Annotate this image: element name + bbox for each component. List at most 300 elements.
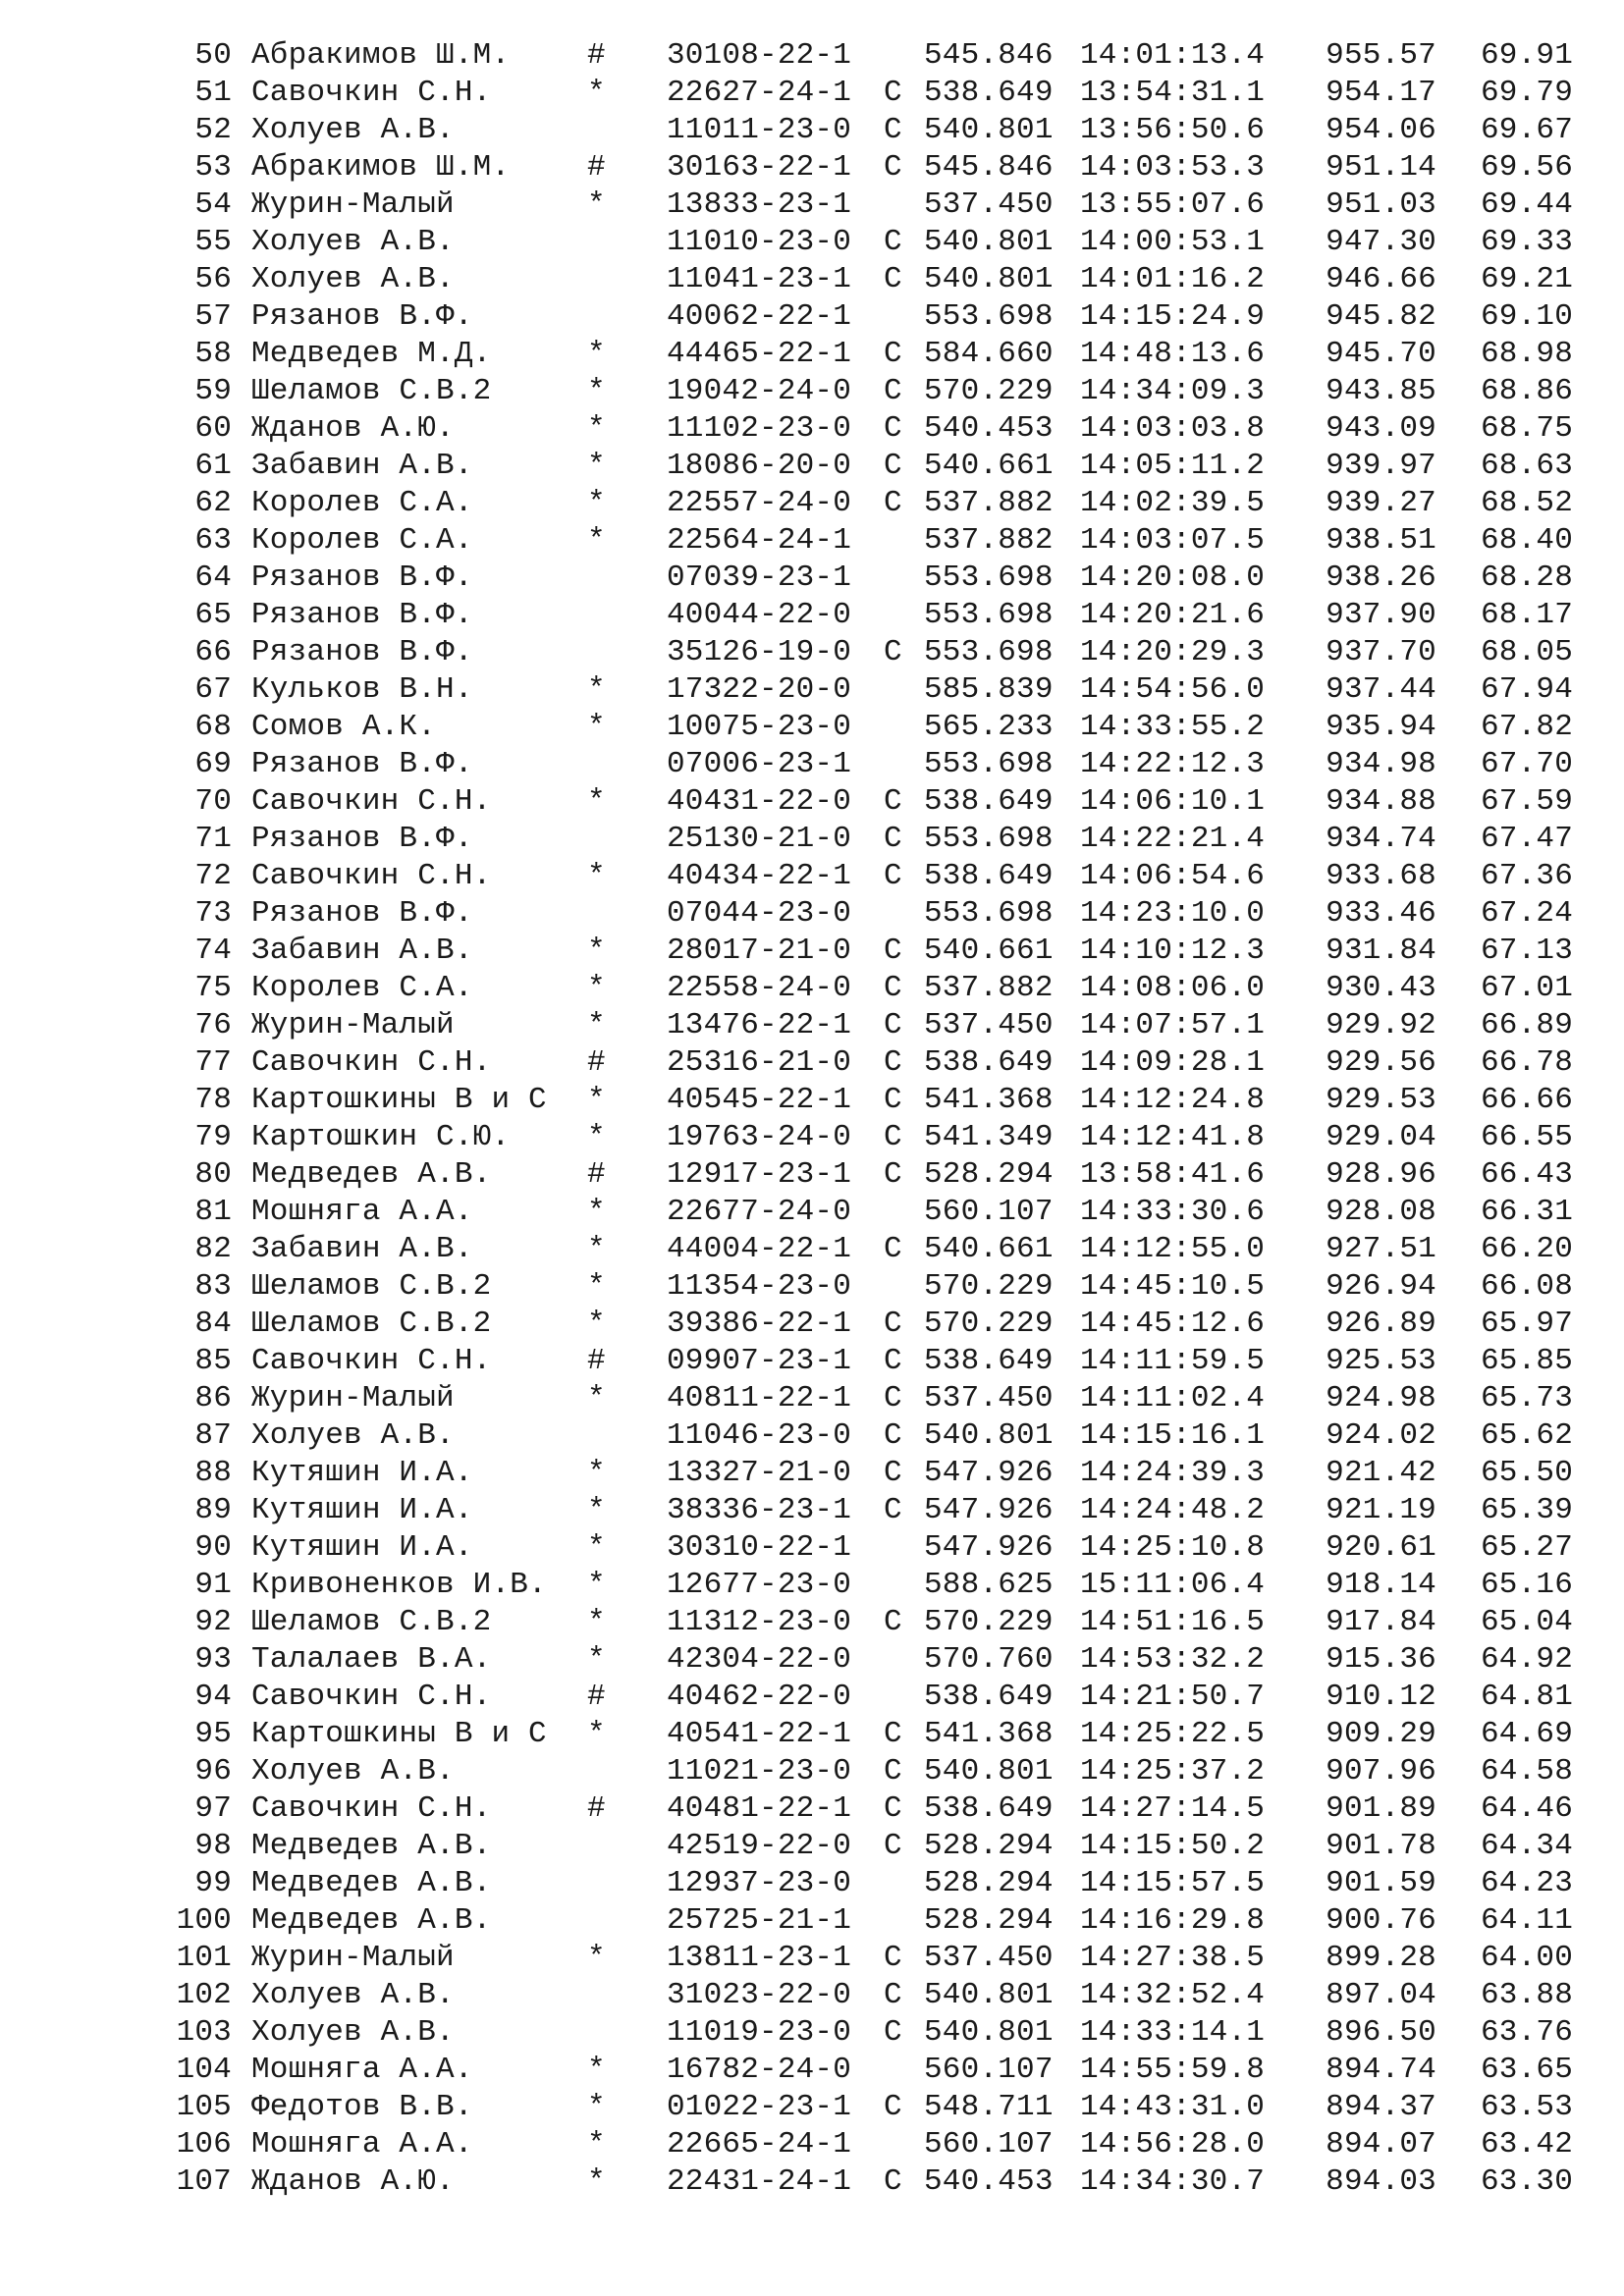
table-row — [0, 1417, 1624, 1455]
score: 67.36 — [1480, 859, 1573, 893]
place-number: 77 — [194, 1045, 232, 1080]
score: 64.81 — [1480, 1680, 1573, 1714]
ring-number: 11046-23-0 — [667, 1418, 852, 1453]
class-flag: C — [884, 859, 902, 893]
score: 63.30 — [1480, 2164, 1573, 2199]
arrival-time: 14:32:52.4 — [1080, 1978, 1266, 2012]
table-row — [0, 1828, 1624, 1865]
owner-mark: * — [587, 672, 606, 707]
place-number: 95 — [194, 1717, 232, 1751]
place-number: 66 — [194, 635, 232, 669]
owner-mark: # — [587, 1791, 606, 1826]
arrival-time: 13:54:31.1 — [1080, 76, 1266, 110]
score: 64.00 — [1480, 1941, 1573, 1975]
speed: 925.53 — [1326, 1344, 1436, 1378]
speed: 901.78 — [1326, 1829, 1436, 1863]
table-row — [0, 1268, 1624, 1306]
place-number: 81 — [194, 1195, 232, 1229]
class-flag: C — [884, 1829, 902, 1863]
distance: 553.698 — [924, 822, 1054, 856]
table-row — [0, 1082, 1624, 1119]
arrival-time: 14:51:16.5 — [1080, 1605, 1266, 1639]
score: 66.55 — [1480, 1120, 1573, 1154]
distance: 570.229 — [924, 1269, 1054, 1304]
owner-name: Сомов А.К. — [251, 710, 437, 744]
score: 68.28 — [1480, 561, 1573, 595]
owner-name: Журин-Малый — [251, 1381, 455, 1415]
table-row — [0, 112, 1624, 149]
table-row — [0, 187, 1624, 224]
table-row — [0, 1119, 1624, 1156]
arrival-time: 14:25:22.5 — [1080, 1717, 1266, 1751]
arrival-time: 14:48:13.6 — [1080, 337, 1266, 371]
score: 63.65 — [1480, 2053, 1573, 2087]
score: 68.98 — [1480, 337, 1573, 371]
place-number: 90 — [194, 1530, 232, 1565]
arrival-time: 14:02:39.5 — [1080, 486, 1266, 520]
table-row — [0, 75, 1624, 112]
distance: 537.882 — [924, 486, 1054, 520]
ring-number: 13327-21-0 — [667, 1456, 852, 1490]
table-row — [0, 1977, 1624, 2014]
owner-mark: * — [587, 1605, 606, 1639]
score: 67.82 — [1480, 710, 1573, 744]
speed: 929.56 — [1326, 1045, 1436, 1080]
ring-number: 11019-23-0 — [667, 2015, 852, 2050]
arrival-time: 14:11:59.5 — [1080, 1344, 1266, 1378]
table-row — [0, 1007, 1624, 1044]
place-number: 68 — [194, 710, 232, 744]
owner-mark: * — [587, 1083, 606, 1117]
speed: 927.51 — [1326, 1232, 1436, 1266]
place-number: 65 — [194, 598, 232, 632]
speed: 918.14 — [1326, 1568, 1436, 1602]
score: 63.88 — [1480, 1978, 1573, 2012]
owner-name: Холуев А.В. — [251, 113, 455, 147]
ring-number: 40431-22-0 — [667, 784, 852, 819]
speed: 921.19 — [1326, 1493, 1436, 1527]
ring-number: 22431-24-1 — [667, 2164, 852, 2199]
speed: 931.84 — [1326, 934, 1436, 968]
owner-name: Холуев А.В. — [251, 262, 455, 296]
distance: 570.229 — [924, 1605, 1054, 1639]
table-row — [0, 261, 1624, 298]
owner-name: Савочкин С.Н. — [251, 1680, 492, 1714]
speed: 920.61 — [1326, 1530, 1436, 1565]
arrival-time: 14:22:21.4 — [1080, 822, 1266, 856]
owner-name: Медведев А.В. — [251, 1157, 492, 1192]
owner-mark: * — [587, 1008, 606, 1042]
owner-name: Савочкин С.Н. — [251, 1344, 492, 1378]
owner-name: Картошкин С.Ю. — [251, 1120, 511, 1154]
place-number: 107 — [176, 2164, 232, 2199]
speed: 934.98 — [1326, 747, 1436, 781]
owner-mark: * — [587, 1493, 606, 1527]
ring-number: 12677-23-0 — [667, 1568, 852, 1602]
table-row — [0, 1044, 1624, 1082]
owner-name: Савочкин С.Н. — [251, 1045, 492, 1080]
ring-number: 11312-23-0 — [667, 1605, 852, 1639]
score: 69.21 — [1480, 262, 1573, 296]
speed: 917.84 — [1326, 1605, 1436, 1639]
arrival-time: 14:16:29.8 — [1080, 1903, 1266, 1938]
owner-name: Журин-Малый — [251, 1008, 455, 1042]
table-row — [0, 2052, 1624, 2089]
table-row — [0, 1753, 1624, 1790]
place-number: 86 — [194, 1381, 232, 1415]
speed: 929.92 — [1326, 1008, 1436, 1042]
arrival-time: 14:12:55.0 — [1080, 1232, 1266, 1266]
owner-name: Медведев М.Д. — [251, 337, 492, 371]
ring-number: 38336-23-1 — [667, 1493, 852, 1527]
distance: 540.801 — [924, 2015, 1054, 2050]
place-number: 59 — [194, 374, 232, 408]
class-flag: C — [884, 2015, 902, 2050]
place-number: 52 — [194, 113, 232, 147]
arrival-time: 14:21:50.7 — [1080, 1680, 1266, 1714]
place-number: 62 — [194, 486, 232, 520]
table-row — [0, 1380, 1624, 1417]
speed: 901.59 — [1326, 1866, 1436, 1900]
class-flag: C — [884, 1232, 902, 1266]
class-flag: C — [884, 784, 902, 819]
speed: 935.94 — [1326, 710, 1436, 744]
ring-number: 39386-22-1 — [667, 1307, 852, 1341]
arrival-time: 14:12:41.8 — [1080, 1120, 1266, 1154]
distance: 540.801 — [924, 1978, 1054, 2012]
ring-number: 11102-23-0 — [667, 411, 852, 446]
place-number: 70 — [194, 784, 232, 819]
distance: 584.660 — [924, 337, 1054, 371]
owner-name: Абракимов Ш.М. — [251, 38, 511, 73]
score: 66.43 — [1480, 1157, 1573, 1192]
place-number: 58 — [194, 337, 232, 371]
ring-number: 11010-23-0 — [667, 225, 852, 259]
distance: 540.661 — [924, 449, 1054, 483]
table-row — [0, 1231, 1624, 1268]
arrival-time: 14:05:11.2 — [1080, 449, 1266, 483]
arrival-time: 14:24:39.3 — [1080, 1456, 1266, 1490]
class-flag: C — [884, 150, 902, 185]
ring-number: 25725-21-1 — [667, 1903, 852, 1938]
score: 67.24 — [1480, 896, 1573, 931]
speed: 907.96 — [1326, 1754, 1436, 1789]
owner-mark: * — [587, 1530, 606, 1565]
score: 65.16 — [1480, 1568, 1573, 1602]
owner-mark: * — [587, 2164, 606, 2199]
owner-name: Талалаев В.А. — [251, 1642, 492, 1677]
arrival-time: 14:06:54.6 — [1080, 859, 1266, 893]
ring-number: 13833-23-1 — [667, 187, 852, 222]
arrival-time: 14:15:24.9 — [1080, 299, 1266, 334]
owner-mark: * — [587, 1642, 606, 1677]
ring-number: 11011-23-0 — [667, 113, 852, 147]
class-flag: C — [884, 225, 902, 259]
distance: 541.368 — [924, 1083, 1054, 1117]
speed: 954.06 — [1326, 113, 1436, 147]
arrival-time: 14:54:56.0 — [1080, 672, 1266, 707]
ring-number: 40434-22-1 — [667, 859, 852, 893]
score: 68.75 — [1480, 411, 1573, 446]
table-row — [0, 149, 1624, 187]
class-flag: C — [884, 337, 902, 371]
distance: 547.926 — [924, 1530, 1054, 1565]
owner-name: Жданов А.Ю. — [251, 411, 455, 446]
speed: 937.90 — [1326, 598, 1436, 632]
place-number: 84 — [194, 1307, 232, 1341]
speed: 894.37 — [1326, 2090, 1436, 2124]
ring-number: 35126-19-0 — [667, 635, 852, 669]
place-number: 92 — [194, 1605, 232, 1639]
owner-mark: # — [587, 150, 606, 185]
ring-number: 11021-23-0 — [667, 1754, 852, 1789]
place-number: 83 — [194, 1269, 232, 1304]
ring-number: 40541-22-1 — [667, 1717, 852, 1751]
arrival-time: 14:27:38.5 — [1080, 1941, 1266, 1975]
table-row — [0, 1343, 1624, 1380]
owner-name: Жданов А.Ю. — [251, 2164, 455, 2199]
table-row — [0, 1790, 1624, 1828]
table-row — [0, 2014, 1624, 2052]
arrival-time: 14:12:24.8 — [1080, 1083, 1266, 1117]
owner-name: Королев С.А. — [251, 523, 473, 558]
owner-mark: * — [587, 449, 606, 483]
owner-mark: * — [587, 411, 606, 446]
table-row — [0, 373, 1624, 410]
ring-number: 28017-21-0 — [667, 934, 852, 968]
ring-number: 42304-22-0 — [667, 1642, 852, 1677]
score: 64.34 — [1480, 1829, 1573, 1863]
ring-number: 30108-22-1 — [667, 38, 852, 73]
place-number: 103 — [176, 2015, 232, 2050]
class-flag: C — [884, 971, 902, 1005]
place-number: 79 — [194, 1120, 232, 1154]
distance: 547.926 — [924, 1493, 1054, 1527]
distance: 553.698 — [924, 561, 1054, 595]
owner-name: Королев С.А. — [251, 486, 473, 520]
distance: 540.453 — [924, 2164, 1054, 2199]
score: 64.69 — [1480, 1717, 1573, 1751]
distance: 537.450 — [924, 1008, 1054, 1042]
place-number: 64 — [194, 561, 232, 595]
table-row — [0, 783, 1624, 821]
owner-name: Картошкины В и С — [251, 1717, 547, 1751]
distance: 560.107 — [924, 2127, 1054, 2162]
class-flag: C — [884, 374, 902, 408]
place-number: 63 — [194, 523, 232, 558]
distance: 553.698 — [924, 896, 1054, 931]
owner-mark: * — [587, 1307, 606, 1341]
owner-mark: * — [587, 187, 606, 222]
table-row — [0, 448, 1624, 485]
table-row — [0, 1902, 1624, 1940]
speed: 954.17 — [1326, 76, 1436, 110]
place-number: 102 — [176, 1978, 232, 2012]
place-number: 96 — [194, 1754, 232, 1789]
owner-name: Кутяшин И.А. — [251, 1456, 473, 1490]
class-flag: C — [884, 1717, 902, 1751]
distance: 570.229 — [924, 374, 1054, 408]
distance: 545.846 — [924, 38, 1054, 73]
place-number: 100 — [176, 1903, 232, 1938]
owner-name: Журин-Малый — [251, 187, 455, 222]
arrival-time: 14:56:28.0 — [1080, 2127, 1266, 2162]
owner-mark: * — [587, 1456, 606, 1490]
distance: 541.368 — [924, 1717, 1054, 1751]
owner-mark: # — [587, 1045, 606, 1080]
score: 65.97 — [1480, 1307, 1573, 1341]
arrival-time: 14:27:14.5 — [1080, 1791, 1266, 1826]
score: 69.91 — [1480, 38, 1573, 73]
arrival-time: 14:10:12.3 — [1080, 934, 1266, 968]
ring-number: 07044-23-0 — [667, 896, 852, 931]
distance: 537.882 — [924, 971, 1054, 1005]
owner-name: Рязанов В.Ф. — [251, 822, 473, 856]
speed: 924.98 — [1326, 1381, 1436, 1415]
owner-mark: * — [587, 76, 606, 110]
distance: 553.698 — [924, 635, 1054, 669]
score: 69.56 — [1480, 150, 1573, 185]
score: 67.13 — [1480, 934, 1573, 968]
class-flag: C — [884, 411, 902, 446]
arrival-time: 14:24:48.2 — [1080, 1493, 1266, 1527]
place-number: 53 — [194, 150, 232, 185]
table-row — [0, 1194, 1624, 1231]
table-row — [0, 224, 1624, 261]
class-flag: C — [884, 934, 902, 968]
speed: 934.88 — [1326, 784, 1436, 819]
owner-mark: * — [587, 1195, 606, 1229]
ring-number: 12917-23-1 — [667, 1157, 852, 1192]
arrival-time: 14:53:32.2 — [1080, 1642, 1266, 1677]
distance: 538.649 — [924, 76, 1054, 110]
speed: 938.51 — [1326, 523, 1436, 558]
speed: 926.94 — [1326, 1269, 1436, 1304]
distance: 565.233 — [924, 710, 1054, 744]
score: 67.70 — [1480, 747, 1573, 781]
speed: 947.30 — [1326, 225, 1436, 259]
ring-number: 01022-23-1 — [667, 2090, 852, 2124]
owner-mark: * — [587, 374, 606, 408]
place-number: 71 — [194, 822, 232, 856]
place-number: 75 — [194, 971, 232, 1005]
class-flag: C — [884, 2090, 902, 2124]
score: 69.79 — [1480, 76, 1573, 110]
class-flag: C — [884, 1045, 902, 1080]
owner-mark: * — [587, 1941, 606, 1975]
owner-mark: # — [587, 1157, 606, 1192]
place-number: 74 — [194, 934, 232, 968]
arrival-time: 14:00:53.1 — [1080, 225, 1266, 259]
place-number: 69 — [194, 747, 232, 781]
arrival-time: 13:55:07.6 — [1080, 187, 1266, 222]
owner-mark: # — [587, 38, 606, 73]
distance: 540.801 — [924, 262, 1054, 296]
arrival-time: 14:03:07.5 — [1080, 523, 1266, 558]
place-number: 56 — [194, 262, 232, 296]
place-number: 51 — [194, 76, 232, 110]
owner-mark: * — [587, 2053, 606, 2087]
owner-name: Медведев А.В. — [251, 1866, 492, 1900]
ring-number: 22627-24-1 — [667, 76, 852, 110]
speed: 921.42 — [1326, 1456, 1436, 1490]
distance: 540.801 — [924, 225, 1054, 259]
arrival-time: 14:15:50.2 — [1080, 1829, 1266, 1863]
distance: 540.801 — [924, 1418, 1054, 1453]
owner-name: Холуев А.В. — [251, 2015, 455, 2050]
score: 63.42 — [1480, 2127, 1573, 2162]
score: 67.01 — [1480, 971, 1573, 1005]
place-number: 91 — [194, 1568, 232, 1602]
class-flag: C — [884, 1120, 902, 1154]
owner-name: Мошняга А.А. — [251, 2053, 473, 2087]
class-flag: C — [884, 1456, 902, 1490]
owner-mark: * — [587, 971, 606, 1005]
score: 65.39 — [1480, 1493, 1573, 1527]
score: 64.58 — [1480, 1754, 1573, 1789]
owner-name: Кривоненков И.В. — [251, 1568, 547, 1602]
arrival-time: 14:20:29.3 — [1080, 635, 1266, 669]
class-flag: C — [884, 1418, 902, 1453]
arrival-time: 14:15:16.1 — [1080, 1418, 1266, 1453]
place-number: 97 — [194, 1791, 232, 1826]
distance: 537.882 — [924, 523, 1054, 558]
distance: 570.229 — [924, 1307, 1054, 1341]
speed: 894.07 — [1326, 2127, 1436, 2162]
owner-name: Холуев А.В. — [251, 1418, 455, 1453]
speed: 900.76 — [1326, 1903, 1436, 1938]
arrival-time: 14:03:03.8 — [1080, 411, 1266, 446]
class-flag: C — [884, 1307, 902, 1341]
speed: 897.04 — [1326, 1978, 1436, 2012]
arrival-time: 14:20:21.6 — [1080, 598, 1266, 632]
table-row — [0, 1641, 1624, 1679]
owner-name: Мошняга А.А. — [251, 2127, 473, 2162]
owner-mark: * — [587, 1120, 606, 1154]
table-row — [0, 1455, 1624, 1492]
speed: 933.46 — [1326, 896, 1436, 931]
speed: 955.57 — [1326, 38, 1436, 73]
speed: 894.03 — [1326, 2164, 1436, 2199]
place-number: 87 — [194, 1418, 232, 1453]
place-number: 72 — [194, 859, 232, 893]
table-row — [0, 1529, 1624, 1567]
ring-number: 11041-23-1 — [667, 262, 852, 296]
score: 65.27 — [1480, 1530, 1573, 1565]
ring-number: 22558-24-0 — [667, 971, 852, 1005]
results-listing — [0, 37, 1624, 2201]
owner-name: Забавин А.В. — [251, 1232, 473, 1266]
ring-number: 31023-22-0 — [667, 1978, 852, 2012]
distance: 537.450 — [924, 187, 1054, 222]
distance: 540.661 — [924, 1232, 1054, 1266]
arrival-time: 13:58:41.6 — [1080, 1157, 1266, 1192]
place-number: 106 — [176, 2127, 232, 2162]
distance: 548.711 — [924, 2090, 1054, 2124]
distance: 547.926 — [924, 1456, 1054, 1490]
table-row — [0, 1940, 1624, 1977]
score: 66.08 — [1480, 1269, 1573, 1304]
distance: 560.107 — [924, 1195, 1054, 1229]
arrival-time: 14:09:28.1 — [1080, 1045, 1266, 1080]
place-number: 85 — [194, 1344, 232, 1378]
table-row — [0, 597, 1624, 634]
speed: 951.14 — [1326, 150, 1436, 185]
speed: 943.09 — [1326, 411, 1436, 446]
arrival-time: 14:20:08.0 — [1080, 561, 1266, 595]
owner-name: Савочкин С.Н. — [251, 859, 492, 893]
table-row — [0, 671, 1624, 709]
